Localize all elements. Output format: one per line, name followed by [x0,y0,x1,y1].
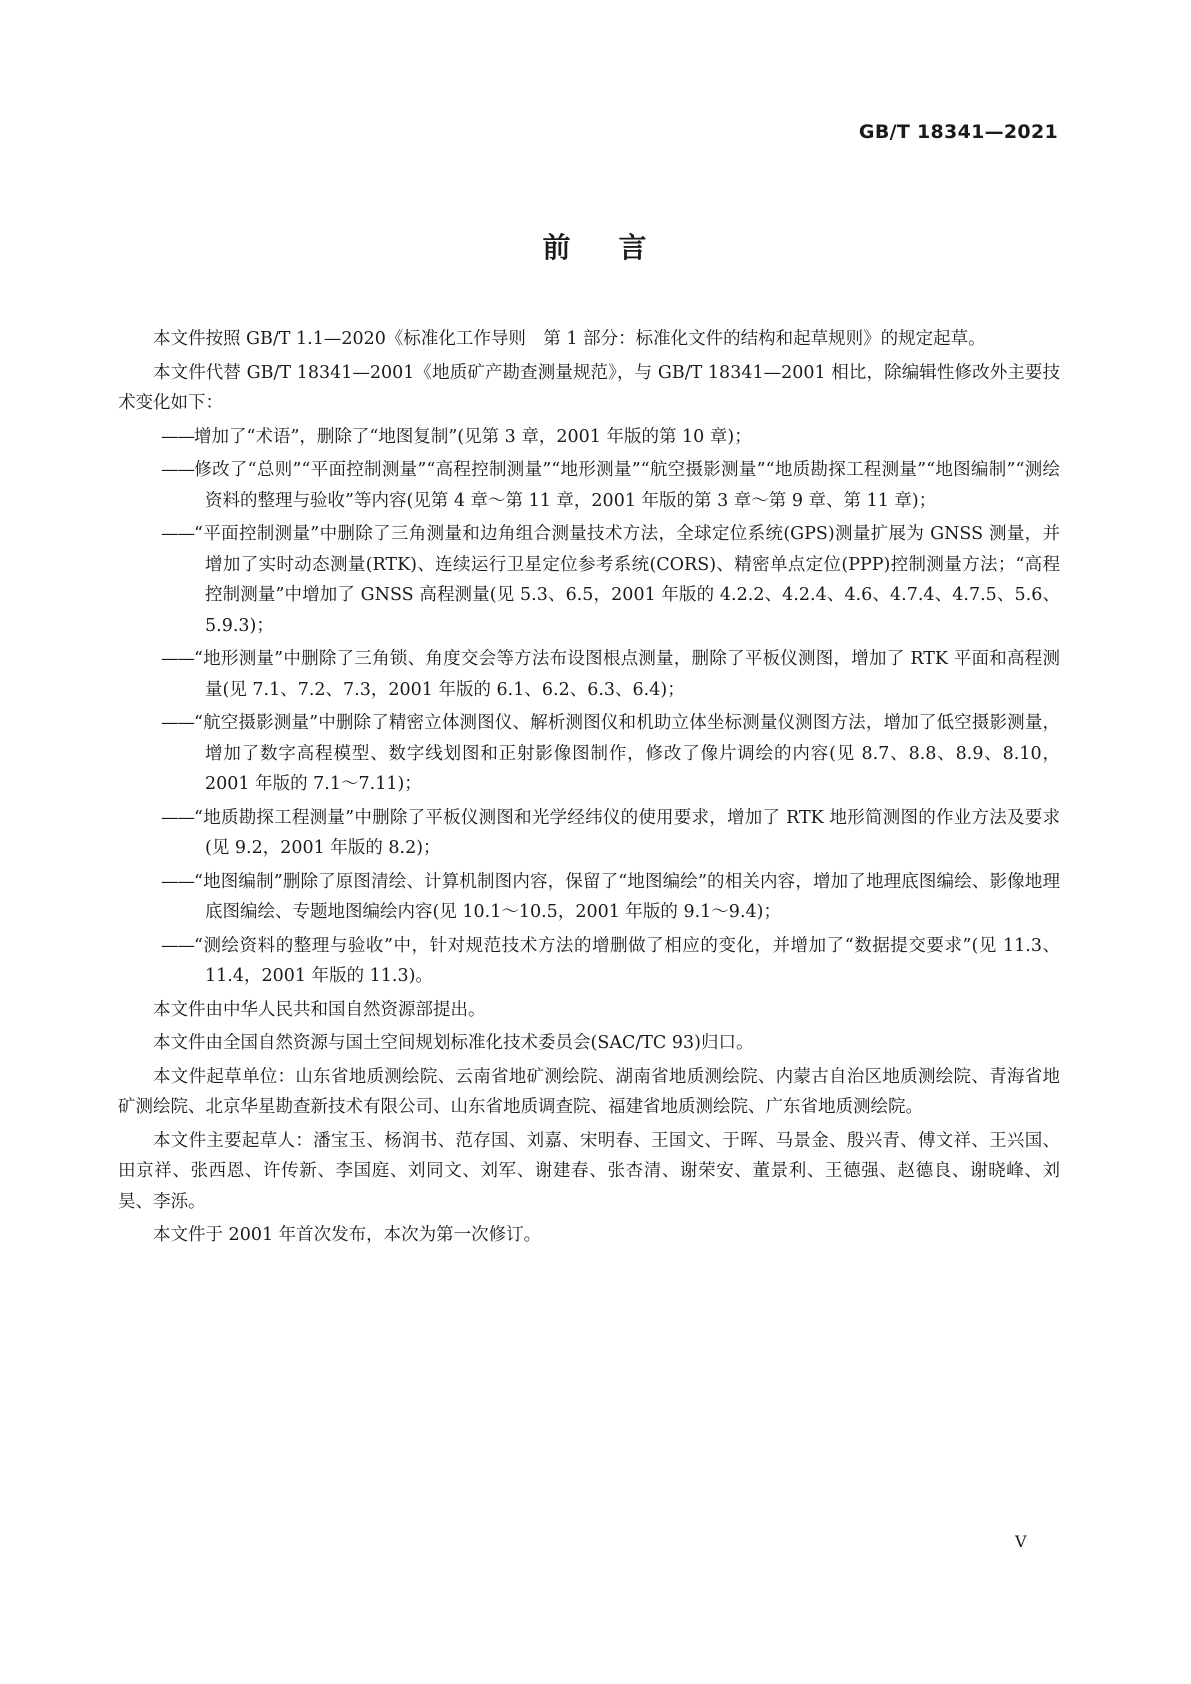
dash-mark: —— [161,460,194,480]
paragraph-history: 本文件于 2001 年首次发布，本次为第一次修订。 [153,1225,542,1245]
change-item [118,422,1060,453]
dash-mark: —— [161,935,194,956]
dash-mark: —— [161,807,194,828]
change-item [118,931,1060,992]
change-text: “测绘资料的整理与验收”中，针对规范技术方法的增删做了相应的变化，并增加了“数据提交要求”(见 11.3、11.4，2001 年版的 11.3)。 [194,935,1060,986]
title-char-1: 前 [542,231,573,264]
change-item [118,708,1060,800]
foreword-body [118,324,1060,1254]
change-item [118,803,1060,864]
dash-mark: —— [161,524,194,544]
change-text: “地图编制”删除了原图清绘、计算机制图内容，保留了“地图编绘”的相关内容，增加了地理底图编绘、影像地理底图编绘、专题地图编绘内容(见 10.1～10.5，2001 年版的 9.1～9.4)； [194,871,1060,922]
change-text: 修改了“总则”“平面控制测量”“高程控制测量”“地形测量”“航空摄影测量”“地质勘探工程测量”“地图编制”“测绘资料的整理与验收”等内容(见第 4 章～第 11 章，2001 年版的第 3 章～第 9 章、第 11 章)； [194,460,1060,511]
page-number: V [1015,1532,1027,1551]
dash-mark: —— [161,871,194,892]
paragraph-replacement: 本文件代替 GB/T 18341—2001《地质矿产勘查测量规范》，与 GB/T 18341—2001 相比，除编辑性修改外主要技术变化如下： [118,362,1060,413]
page-title [0,226,1191,266]
dash-mark: —— [161,426,194,447]
change-text: “航空摄影测量”中删除了精密立体测图仪、解析测图仪和机助立体坐标测量仪测图方法，增加了低空摄影测量，增加了数字高程模型、数字线划图和正射影像图制作，修改了像片调绘的内容(见 8.7、8.8、8.9、8.10，2001 年版的 7.1～7.11)； [194,713,1060,794]
change-text: “地质勘探工程测量”中删除了平板仪测图和光学经纬仪的使用要求，增加了 RTK 地形简测图的作业方法及要求(见 9.2，2001 年版的 8.2)； [194,807,1060,858]
change-item [118,455,1060,516]
paragraph-drafters: 本文件主要起草人：潘宝玉、杨润书、范存国、刘嘉、宋明春、王国文、于晖、马景金、殷兴青、傅文祥、王兴国、田京祥、张西恩、许传新、李国庭、刘同文、刘军、谢建春、张杏清、谢荣安、董景利、王德强、赵德良、谢晓峰、刘昊、李泺。 [118,1130,1060,1212]
standard-code: GB/T 18341—2021 [858,121,1058,143]
change-item [118,867,1060,928]
paragraph-committee: 本文件由全国自然资源与国土空间规划标准化技术委员会(SAC/TC 93)归口。 [153,1033,754,1053]
dash-mark: —— [161,713,194,733]
change-item [118,519,1060,641]
paragraph-proposer: 本文件由中华人民共和国自然资源部提出。 [153,999,486,1020]
change-item [118,644,1060,705]
change-text: “平面控制测量”中删除了三角测量和边角组合测量技术方法，全球定位系统(GPS)测量扩展为 GNSS 测量，并增加了实时动态测量(RTK)、连续运行卫星定位参考系统(CORS)、精密单点定位(PPP)控制测量方法；“高程控制测量”中增加了 GNSS 高程测量(见 5.3、6.5，2001 年版的 4.2.2、4.2.4、4.6、4.7.4、4.7.5、5.6、5.9.3)； [194,524,1060,636]
change-text: 增加了“术语”，删除了“地图复制”(见第 3 章，2001 年版的第 10 章)； [194,426,752,447]
paragraph-drafting-units: 本文件起草单位：山东省地质测绘院、云南省地矿测绘院、湖南省地质测绘院、内蒙古自治区地质测绘院、青海省地矿测绘院、北京华星勘查新技术有限公司、山东省地质调查院、福建省地质测绘院、广东省地质测绘院。 [118,1066,1060,1117]
dash-mark: —— [161,649,194,669]
title-char-2: 言 [618,231,649,264]
change-text: “地形测量”中删除了三角锁、角度交会等方法布设图根点测量，删除了平板仪测图，增加了 RTK 平面和高程测量(见 7.1、7.2、7.3，2001 年版的 6.1、6.2、6.3、6.4)； [194,649,1060,700]
paragraph-basis: 本文件按照 GB/T 1.1—2020《标准化工作导则 第 1 部分：标准化文件的结构和起草规则》的规定起草。 [153,329,986,349]
